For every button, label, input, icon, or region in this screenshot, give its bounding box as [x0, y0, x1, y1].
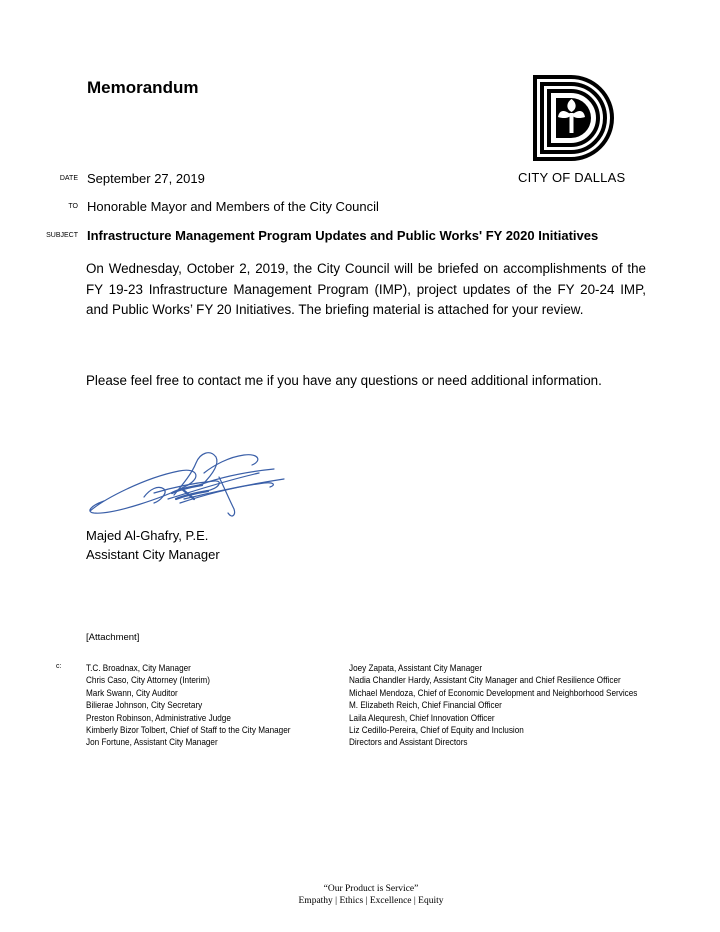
- signer-name: Majed Al-Ghafry, P.E.: [86, 528, 209, 543]
- cc-recipient: Chris Caso, City Attorney (Interim): [86, 675, 210, 687]
- cc-recipient: Kimberly Bizor Tolbert, Chief of Staff to the City Manager: [86, 725, 291, 737]
- handwritten-signature: [84, 443, 289, 528]
- body-paragraph-1: On Wednesday, October 2, 2019, the City Council will be briefed on accomplishments of the FY 19-23 Infrastructure Management Program (IMP), project updates of the FY 20-24 IMP, and Public Works’ FY 20 Initiatives. The briefing material is attached for your review.: [86, 261, 646, 317]
- cc-recipient: Directors and Assistant Directors: [349, 737, 468, 749]
- cc-label: c:: [56, 663, 62, 670]
- body-paragraph-2: Please feel free to contact me if you have any questions or need additional information.: [86, 373, 602, 388]
- cc-recipient: Mark Swann, City Auditor: [86, 687, 178, 699]
- memo-title: Memorandum: [87, 78, 199, 97]
- cc-recipient: Bilierae Johnson, City Secretary: [86, 700, 203, 712]
- cc-recipient: T.C. Broadnax, City Manager: [86, 663, 191, 674]
- subject-label: SUBJECT: [46, 232, 78, 239]
- cc-list-right: [349, 663, 637, 750]
- date-label: DATE: [59, 175, 78, 182]
- footer-values: Empathy | Ethics | Excellence | Equity: [298, 896, 444, 906]
- cc-list-left: [86, 663, 291, 750]
- memo-subject: Infrastructure Management Program Updates and Public Works' FY 2020 Initiatives: [87, 228, 599, 243]
- attachment-note: [Attachment]: [86, 632, 140, 643]
- cc-recipient: Joey Zapata, Assistant City Manager: [349, 663, 483, 674]
- footer-motto: “Our Product is Service”: [323, 884, 419, 894]
- cc-recipient: Jon Fortune, Assistant City Manager: [86, 737, 218, 749]
- cc-recipient: Nadia Chandler Hardy, Assistant City Manager and Chief Resilience Officer: [349, 675, 621, 687]
- signer-title: Assistant City Manager: [86, 547, 220, 562]
- footer: [0, 883, 720, 907]
- cc-recipient: Michael Mendoza, Chief of Economic Development and Neighborhood Services: [349, 687, 638, 699]
- cc-recipient: M. Elizabeth Reich, Chief Financial Officer: [349, 700, 502, 712]
- memo-date: September 27, 2019: [87, 171, 205, 186]
- cc-recipient: Laila Alequresh, Chief Innovation Officer: [349, 712, 495, 724]
- cc-recipient: Preston Robinson, Administrative Judge: [86, 712, 231, 724]
- to-label: TO: [68, 203, 78, 210]
- city-of-dallas-logo: [533, 75, 615, 161]
- city-name: CITY OF DALLAS: [518, 170, 626, 185]
- memo-recipient: Honorable Mayor and Members of the City Council: [87, 199, 379, 214]
- cc-recipient: Liz Cedillo-Pereira, Chief of Equity and Inclusion: [349, 725, 524, 737]
